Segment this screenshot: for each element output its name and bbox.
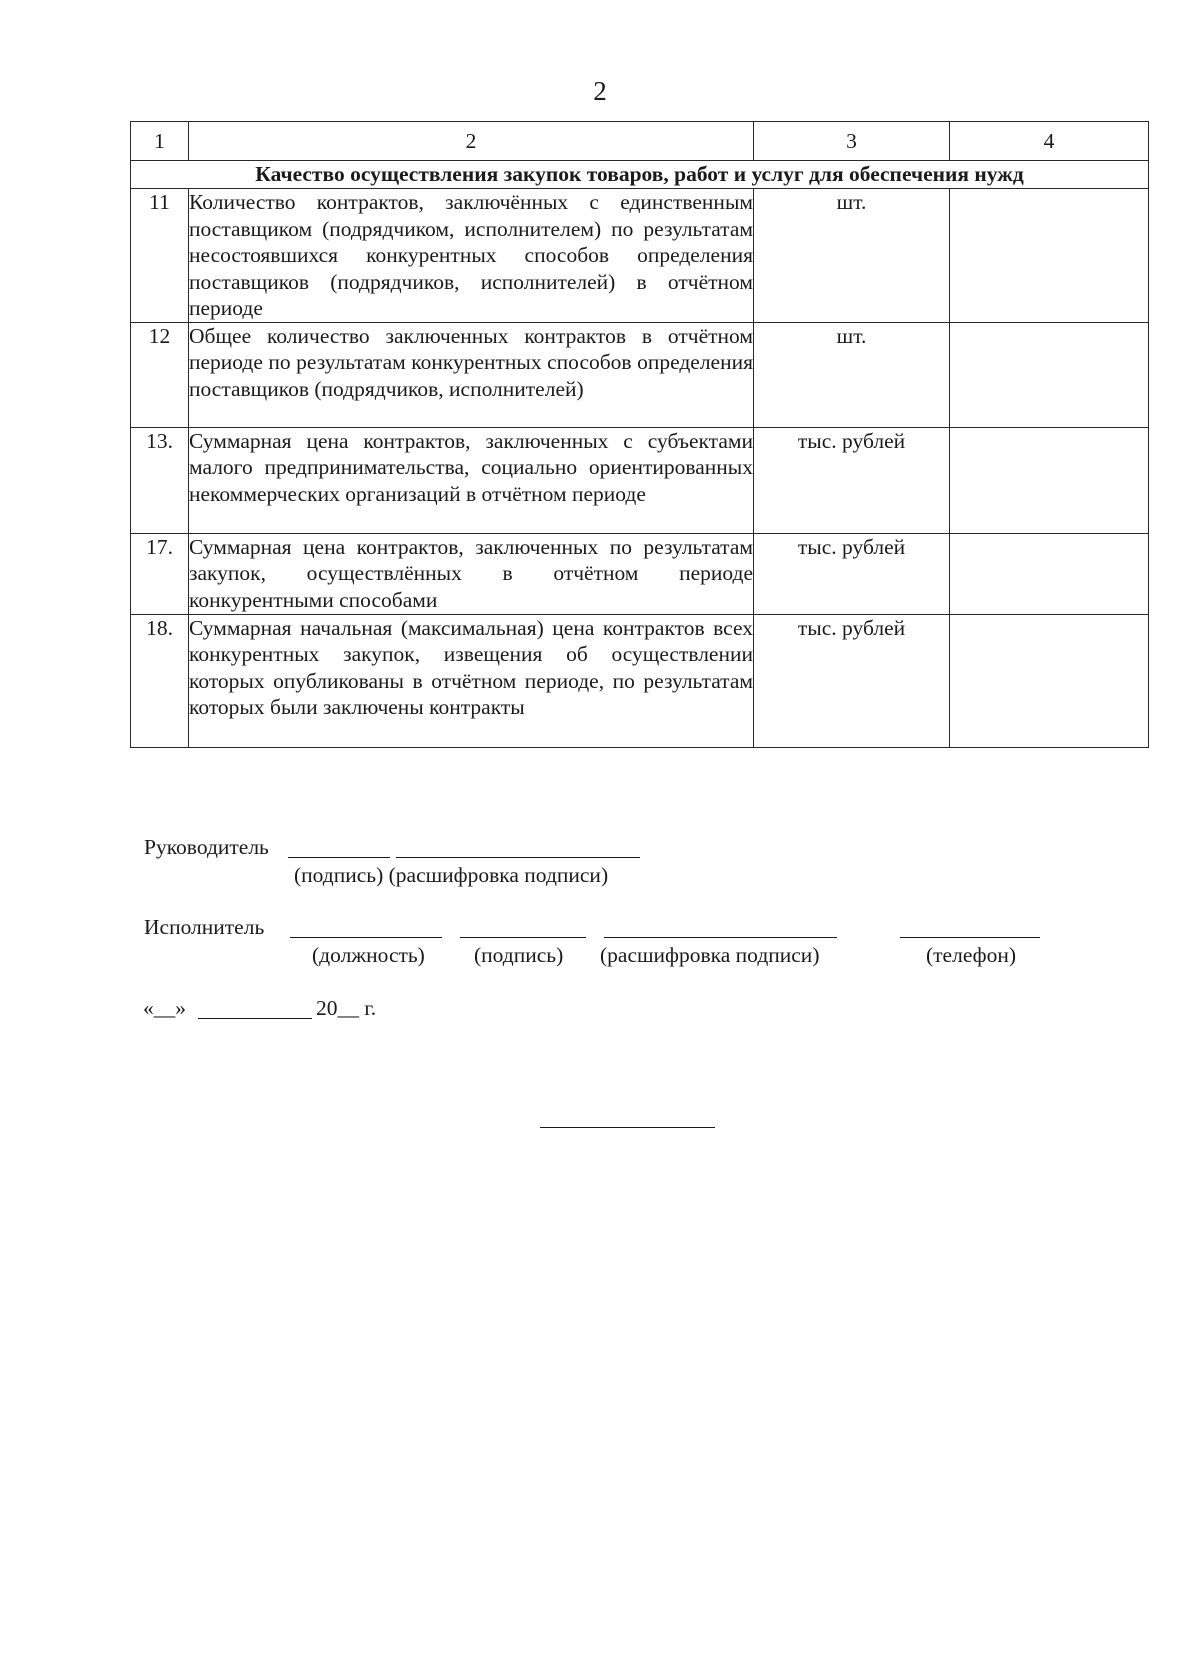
executor-phone-line[interactable] [900,937,1040,938]
row-value [950,614,1149,747]
executor-position-line[interactable] [290,937,442,938]
end-of-document-rule [540,1127,715,1128]
row-description: Общее количество заключенных контрактов в отчётном периоде по результатам конкурентных способов определения поставщиков (подрядчиков, исполнителей) [189,322,754,427]
row-value [950,533,1149,614]
executor-phone-caption: (телефон) [926,943,1016,967]
row-number: 18. [131,614,189,747]
date-month-line[interactable] [198,1018,312,1019]
report-table [130,121,1149,748]
row-description: Суммарная начальная (максимальная) цена контрактов всех конкурентных закупок, извещения об осуществлении которых опубликованы в отчётном периоде, по результатам которых были заключены контракты [189,614,754,747]
row-description: Суммарная цена контрактов, заключенных с субъектами малого предпринимательства, социально ориентированных некоммерческих организаций в отчётном периоде [189,427,754,533]
row-value [950,427,1149,533]
row-description: Количество контрактов, заключённых с единственным поставщиком (подрядчиком, исполнителем) по результатам несостоявшихся конкурентных способов определения поставщиков (подрядчиков, исполнителей) в отчётном периоде [189,190,753,320]
row-unit: тыс. рублей [754,614,950,747]
row-number: 11 [131,189,189,323]
table-row [131,322,1149,427]
row-value [950,189,1149,323]
section-title-row [131,161,1149,189]
row-unit: шт. [754,322,950,427]
head-label: Руководитель [144,835,269,859]
page-number: 2 [593,76,607,106]
head-signature-line[interactable] [288,857,390,858]
header-cell-3: 3 [754,122,950,161]
executor-position-caption: (должность) [312,943,425,967]
row-number: 13. [131,427,189,533]
section-title: Качество осуществления закупок товаров, работ и услуг для обеспечения нужд [131,161,1149,189]
date-day: «__» [143,996,186,1020]
head-captions: (подпись) (расшифровка подписи) [294,863,609,887]
row-number: 12 [131,322,189,427]
table-row [131,427,1149,533]
executor-signature-caption: (подпись) [474,943,564,967]
executor-decoding-caption: (расшифровка подписи) [600,943,820,967]
row-value [950,322,1149,427]
executor-label: Исполнитель [144,915,265,939]
head-decoding-line[interactable] [396,857,640,858]
date-year: 20__ г. [316,996,377,1020]
table-row [131,189,1149,323]
table-row [131,533,1149,614]
header-cell-4: 4 [950,122,1149,161]
table-row [131,614,1149,747]
header-cell-2: 2 [189,122,754,161]
table-header-row [131,122,1149,161]
header-cell-1: 1 [131,122,189,161]
row-unit: шт. [754,189,950,323]
row-unit: тыс. рублей [754,533,950,614]
executor-decoding-line[interactable] [604,937,837,938]
row-unit: тыс. рублей [754,427,950,533]
row-description: Суммарная цена контрактов, заключенных по результатам закупок, осуществлённых в отчётном периоде конкурентными способами [189,533,754,614]
row-number: 17. [131,533,189,614]
executor-signature-line[interactable] [460,937,586,938]
